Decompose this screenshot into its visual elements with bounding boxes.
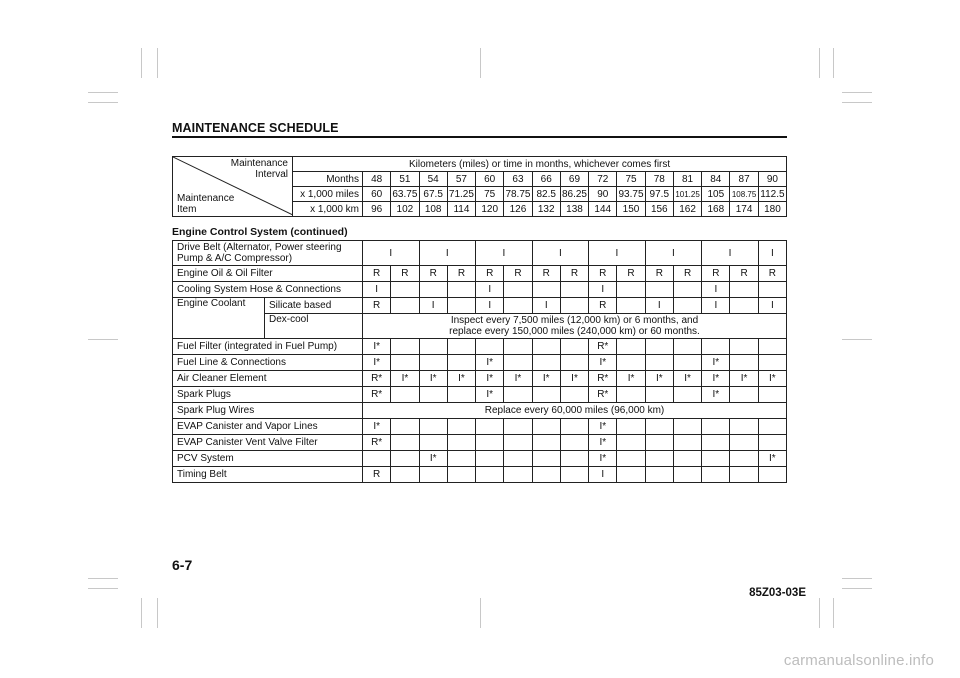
schedule-cell (673, 339, 701, 355)
schedule-cell (730, 282, 758, 298)
schedule-cell: R* (589, 339, 617, 355)
schedule-cell: R (673, 266, 701, 282)
corner-bottom-line: Maintenance (177, 193, 235, 204)
schedule-cell: R (363, 298, 391, 314)
item-name: PCV System (173, 451, 363, 467)
schedule-cell (447, 419, 475, 435)
interval-value-cell: 69 (560, 172, 588, 187)
schedule-cell (645, 435, 673, 451)
item-name: Fuel Filter (integrated in Fuel Pump) (173, 339, 363, 355)
schedule-cell: R* (589, 371, 617, 387)
schedule-cell (560, 339, 588, 355)
table-row (173, 435, 787, 451)
document-code: 85Z03-03E (749, 587, 806, 599)
crop-mark (842, 102, 872, 103)
interval-value-cell: 57 (447, 172, 475, 187)
schedule-cell (476, 339, 504, 355)
schedule-cell (447, 467, 475, 483)
item-name: Cooling System Hose & Connections (173, 282, 363, 298)
crop-mark (480, 598, 481, 628)
schedule-cell (391, 419, 419, 435)
schedule-cell (447, 451, 475, 467)
schedule-cell: I (363, 282, 391, 298)
schedule-cell (419, 435, 447, 451)
schedule-cell (560, 451, 588, 467)
schedule-cell: R (702, 266, 730, 282)
schedule-cell: I* (702, 387, 730, 403)
schedule-cell: I (589, 241, 646, 266)
item-name: Engine Coolant (173, 298, 265, 339)
spark-wires-note: Replace every 60,000 miles (96,000 km) (363, 403, 787, 419)
item-name-line: Pump & A/C Compressor) (177, 253, 293, 264)
schedule-cell: I (702, 241, 759, 266)
schedule-cell: R (617, 266, 645, 282)
interval-value-cell: 96 (363, 202, 391, 217)
item-name: Engine Oil & Oil Filter (173, 266, 363, 282)
schedule-cell (560, 298, 588, 314)
schedule-cell: I* (476, 387, 504, 403)
schedule-cell: R (645, 266, 673, 282)
interval-value-cell: 150 (617, 202, 645, 217)
schedule-cell (419, 282, 447, 298)
schedule-cell (391, 435, 419, 451)
schedule-cell (504, 467, 532, 483)
table-row (173, 419, 787, 435)
schedule-cell (645, 282, 673, 298)
interval-value-cell: 132 (532, 202, 560, 217)
schedule-cell (419, 339, 447, 355)
schedule-cell: I* (730, 371, 758, 387)
schedule-cell (702, 451, 730, 467)
schedule-cell (560, 467, 588, 483)
schedule-cell: R* (363, 371, 391, 387)
schedule-cell (447, 387, 475, 403)
schedule-cell: I* (702, 355, 730, 371)
schedule-cell: I (532, 241, 589, 266)
schedule-cell: I (758, 241, 786, 266)
schedule-cell: R* (363, 435, 391, 451)
schedule-cell: R (532, 266, 560, 282)
schedule-cell: I (589, 282, 617, 298)
schedule-cell: I (476, 298, 504, 314)
schedule-cell (532, 387, 560, 403)
item-name: EVAP Canister and Vapor Lines (173, 419, 363, 435)
schedule-cell: R* (589, 387, 617, 403)
schedule-cell (730, 298, 758, 314)
interval-value-cell: 60 (363, 187, 391, 202)
interval-value-cell: 75 (476, 187, 504, 202)
item-name: Air Cleaner Element (173, 371, 363, 387)
schedule-cell (391, 298, 419, 314)
schedule-cell: R* (363, 387, 391, 403)
schedule-cell (702, 435, 730, 451)
interval-value-cell: 180 (758, 202, 786, 217)
schedule-cell: R (363, 266, 391, 282)
schedule-cell (447, 298, 475, 314)
table-row (173, 282, 787, 298)
schedule-cell: I* (758, 451, 786, 467)
interval-table (172, 156, 787, 217)
interval-value-cell: 81 (673, 172, 701, 187)
crop-mark (88, 339, 118, 340)
schedule-cell (419, 355, 447, 371)
schedule-cell (673, 451, 701, 467)
schedule-cell: I (532, 298, 560, 314)
table-row (173, 467, 787, 483)
schedule-cell: I (419, 241, 476, 266)
schedule-cell: I* (363, 339, 391, 355)
table-row (173, 403, 787, 419)
schedule-cell (504, 298, 532, 314)
interval-value-cell: 105 (702, 187, 730, 202)
schedule-cell: R (589, 298, 617, 314)
interval-value-cell: 78 (645, 172, 673, 187)
schedule-cell (532, 451, 560, 467)
schedule-cell (617, 282, 645, 298)
interval-value-cell: 60 (476, 172, 504, 187)
table-row (173, 371, 787, 387)
crop-mark (141, 48, 142, 78)
schedule-cell (476, 435, 504, 451)
interval-value-cell: 90 (758, 172, 786, 187)
interval-caption: Kilometers (miles) or time in months, whichever comes first (293, 157, 787, 172)
schedule-cell: I* (363, 419, 391, 435)
schedule-cell (476, 419, 504, 435)
item-name: Fuel Line & Connections (173, 355, 363, 371)
schedule-cell (758, 387, 786, 403)
schedule-cell (645, 355, 673, 371)
schedule-cell (758, 282, 786, 298)
interval-value-cell: 156 (645, 202, 673, 217)
schedule-cell (730, 387, 758, 403)
item-name: Spark Plugs (173, 387, 363, 403)
schedule-cell: I* (363, 355, 391, 371)
schedule-cell (447, 435, 475, 451)
interval-value-cell: 112.5 (758, 187, 786, 202)
table-row (173, 314, 787, 339)
schedule-cell (532, 339, 560, 355)
schedule-cell: R (391, 266, 419, 282)
schedule-cell: I (702, 282, 730, 298)
interval-value-cell: 126 (504, 202, 532, 217)
schedule-cell (419, 419, 447, 435)
schedule-cell (504, 435, 532, 451)
corner-interval-label (231, 158, 288, 180)
schedule-cell: R (560, 266, 588, 282)
schedule-cell (617, 387, 645, 403)
interval-value-cell: 63.75 (392, 188, 418, 200)
schedule-cell (702, 467, 730, 483)
table-row (173, 241, 787, 266)
corner-item-label (177, 193, 234, 215)
interval-row-label: x 1,000 miles (293, 187, 363, 202)
schedule-cell (504, 282, 532, 298)
page-title: MAINTENANCE SCHEDULE (172, 121, 339, 135)
schedule-cell (645, 467, 673, 483)
dexcool-note (363, 314, 787, 339)
coolant-type-dexcool: Dex-cool (265, 314, 363, 339)
schedule-cell: I (702, 298, 730, 314)
header-rule (172, 136, 787, 138)
table-row (173, 355, 787, 371)
page-number: 6-7 (172, 557, 193, 573)
schedule-cell (758, 467, 786, 483)
schedule-cell (532, 355, 560, 371)
crop-mark (842, 588, 872, 589)
schedule-cell: R (504, 266, 532, 282)
schedule-cell (617, 435, 645, 451)
schedule-cell: I (419, 298, 447, 314)
crop-mark (157, 48, 158, 78)
schedule-cell: I (645, 241, 702, 266)
schedule-cell: I* (476, 355, 504, 371)
schedule-cell (560, 355, 588, 371)
schedule-cell: I* (504, 371, 532, 387)
interval-value-cell: 72 (589, 172, 617, 187)
crop-mark (88, 92, 118, 93)
interval-value-cell: 66 (532, 172, 560, 187)
schedule-cell: I* (645, 371, 673, 387)
schedule-cell (532, 467, 560, 483)
schedule-cell: I* (560, 371, 588, 387)
interval-value-cell: 71.25 (448, 188, 474, 200)
schedule-cell: I (589, 467, 617, 483)
schedule-cell: I* (702, 371, 730, 387)
interval-value-cell: 90 (589, 187, 617, 202)
schedule-cell (617, 419, 645, 435)
crop-mark (833, 598, 834, 628)
schedule-cell: R (419, 266, 447, 282)
interval-value-cell: 144 (589, 202, 617, 217)
schedule-cell (532, 419, 560, 435)
schedule-cell: I (476, 282, 504, 298)
table-row (173, 339, 787, 355)
schedule-cell (560, 435, 588, 451)
schedule-cell (363, 451, 391, 467)
interval-value-cell: 54 (419, 172, 447, 187)
crop-mark (88, 102, 118, 103)
item-name: Timing Belt (173, 467, 363, 483)
interval-value-cell: 108.75 (730, 187, 758, 202)
interval-value-cell: 48 (363, 172, 391, 187)
interval-row-label: Months (293, 172, 363, 187)
schedule-cell (730, 467, 758, 483)
schedule-cell (476, 451, 504, 467)
diagonal-header-cell (173, 157, 293, 217)
interval-value-cell: 101.25 (673, 187, 701, 202)
interval-value-cell: 86.25 (561, 188, 587, 200)
schedule-cell: R (363, 467, 391, 483)
corner-bottom-line: Item (177, 204, 197, 215)
interval-value-cell: 87 (730, 172, 758, 187)
coolant-type-silicate: Silicate based (265, 298, 363, 314)
section-title: Engine Control System (continued) (172, 226, 348, 238)
schedule-cell (504, 387, 532, 403)
schedule-cell (419, 467, 447, 483)
schedule-cell: I* (673, 371, 701, 387)
schedule-cell (673, 435, 701, 451)
schedule-cell: R (758, 266, 786, 282)
schedule-cell (504, 355, 532, 371)
schedule-cell (673, 298, 701, 314)
schedule-cell: R (730, 266, 758, 282)
interval-value-cell: 93.75 (618, 188, 644, 200)
schedule-cell (560, 282, 588, 298)
schedule-cell (730, 355, 758, 371)
schedule-cell (504, 451, 532, 467)
schedule-cell (504, 339, 532, 355)
schedule-cell (391, 387, 419, 403)
schedule-cell (730, 435, 758, 451)
item-name: EVAP Canister Vent Valve Filter (173, 435, 363, 451)
schedule-cell (447, 282, 475, 298)
item-name-line: Drive Belt (Alternator, Power steering (177, 242, 342, 253)
schedule-cell: I* (419, 371, 447, 387)
schedule-cell: I* (589, 355, 617, 371)
table-row (173, 298, 787, 314)
schedule-cell: I* (589, 435, 617, 451)
table-row (173, 451, 787, 467)
item-name: Spark Plug Wires (173, 403, 363, 419)
watermark: carmanualsonline.info (783, 652, 934, 669)
schedule-cell: I (476, 241, 533, 266)
schedule-cell (560, 387, 588, 403)
schedule-cell: I* (447, 371, 475, 387)
table-row (173, 387, 787, 403)
schedule-cell (645, 387, 673, 403)
schedule-cell: I* (419, 451, 447, 467)
schedule-cell (758, 419, 786, 435)
schedule-cell: I (758, 298, 786, 314)
schedule-cell (504, 419, 532, 435)
interval-value-cell: 51 (391, 172, 419, 187)
interval-value-cell: 162 (673, 202, 701, 217)
schedule-cell (673, 419, 701, 435)
schedule-cell (617, 298, 645, 314)
interval-value-cell: 97.5 (645, 187, 673, 202)
schedule-cell: R (589, 266, 617, 282)
schedule-cell (702, 339, 730, 355)
schedule-cell (645, 339, 673, 355)
schedule-cell (532, 282, 560, 298)
schedule-cell (391, 467, 419, 483)
interval-value-cell: 138 (560, 202, 588, 217)
schedule-cell (391, 451, 419, 467)
crop-mark (842, 92, 872, 93)
schedule-cell: I* (476, 371, 504, 387)
schedule-cell: R (476, 266, 504, 282)
schedule-cell (730, 339, 758, 355)
schedule-cell (532, 435, 560, 451)
schedule-cell (419, 387, 447, 403)
schedule-cell: I (363, 241, 420, 266)
interval-value-cell: 114 (447, 202, 475, 217)
schedule-cell (758, 339, 786, 355)
schedule-cell: I* (758, 371, 786, 387)
corner-top-line: Maintenance (230, 158, 288, 169)
crop-mark (88, 578, 118, 579)
schedule-cell (673, 387, 701, 403)
schedule-cell: I* (589, 419, 617, 435)
crop-mark (819, 598, 820, 628)
interval-value-cell: 75 (617, 172, 645, 187)
item-name (173, 241, 363, 266)
crop-mark (88, 588, 118, 589)
schedule-cell (645, 419, 673, 435)
crop-mark (833, 48, 834, 78)
interval-value-cell: 84 (702, 172, 730, 187)
schedule-cell (702, 419, 730, 435)
interval-value-cell: 67.5 (419, 187, 447, 202)
schedule-cell (391, 355, 419, 371)
schedule-cell (391, 339, 419, 355)
crop-mark (141, 598, 142, 628)
schedule-cell (673, 282, 701, 298)
schedule-cell (758, 435, 786, 451)
schedule-cell: I* (617, 371, 645, 387)
schedule-cell (673, 355, 701, 371)
schedule-cell (645, 451, 673, 467)
schedule-cell (560, 419, 588, 435)
crop-mark (842, 578, 872, 579)
schedule-cell (730, 419, 758, 435)
interval-row-label: x 1,000 km (293, 202, 363, 217)
corner-top-line: Interval (255, 169, 288, 180)
schedule-cell (730, 451, 758, 467)
interval-value-cell: 120 (476, 202, 504, 217)
maintenance-items-table (172, 240, 787, 483)
crop-mark (480, 48, 481, 78)
interval-value-cell: 63 (504, 172, 532, 187)
note-line: Inspect every 7,500 miles (12,000 km) or 6 months, and (450, 315, 699, 326)
interval-value-cell: 108 (419, 202, 447, 217)
schedule-cell (673, 467, 701, 483)
schedule-cell (758, 355, 786, 371)
schedule-cell: I* (532, 371, 560, 387)
interval-value-cell: 174 (730, 202, 758, 217)
interval-value-cell: 78.75 (505, 188, 531, 200)
schedule-cell (617, 467, 645, 483)
crop-mark (157, 598, 158, 628)
note-line: replace every 150,000 miles (240,000 km) or 60 months. (449, 326, 700, 337)
schedule-cell (476, 467, 504, 483)
schedule-cell: I (645, 298, 673, 314)
interval-value-cell: 168 (702, 202, 730, 217)
schedule-cell (617, 339, 645, 355)
interval-value-cell: 82.5 (532, 187, 560, 202)
schedule-cell: I* (589, 451, 617, 467)
schedule-cell: R (447, 266, 475, 282)
crop-mark (819, 48, 820, 78)
schedule-cell (447, 355, 475, 371)
interval-value-cell: 102 (391, 202, 419, 217)
schedule-cell (617, 451, 645, 467)
schedule-cell (447, 339, 475, 355)
schedule-cell (617, 355, 645, 371)
crop-mark (842, 339, 872, 340)
schedule-cell (391, 282, 419, 298)
schedule-cell: I* (391, 371, 419, 387)
table-row (173, 266, 787, 282)
